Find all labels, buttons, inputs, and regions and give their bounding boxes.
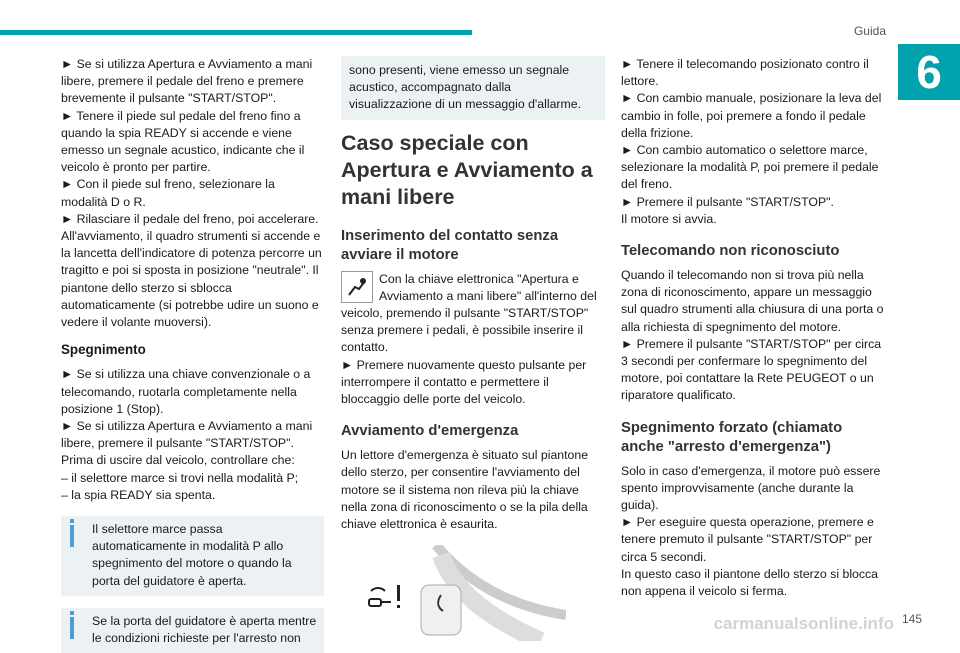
info-text: Se la porta del guidatore è aperta mentre le condizioni richieste per l'arresto non	[92, 613, 317, 646]
steering-column-illustration	[341, 545, 566, 641]
column-1	[61, 56, 324, 653]
info-box	[61, 608, 324, 653]
key-warning-icon	[369, 585, 400, 608]
paragraph: ► Premere il pulsante "START/STOP".	[621, 194, 834, 209]
paragraph: In questo caso il piantone dello sterzo si blocca non appena il veicolo si ferma.	[621, 566, 879, 599]
paragraph: Prima di uscire dal veicolo, controllare che:	[61, 453, 295, 468]
page-number: 145	[901, 612, 922, 626]
subsection-heading: Telecomando non riconosciuto	[621, 243, 840, 260]
info-box	[61, 516, 324, 596]
paragraph: ► Per eseguire questa operazione, premere e tenere premuto il pulsante "START/STOP" per circa 5 secondi.	[621, 515, 874, 564]
info-box-continued: sono presenti, viene emesso un segnale acustico, accompagnato dalla visualizzazione di un messaggio d'allarme.	[341, 56, 605, 120]
paragraph: ► Tenere il telecomando posizionato contro il lettore.	[621, 57, 869, 89]
paragraph: Quando il telecomando non si trova più nella zona di riconoscimento, appare un messaggio sul quadro strumenti alla chiusura di una porta o alla richiesta di spegnimento del motore.	[621, 268, 884, 334]
column-2	[341, 56, 605, 641]
heading-spegnimento: Spegnimento	[61, 342, 146, 358]
paragraph: ► Se si utilizza una chiave convenzionale o a telecomando, ruotarla completamente nella posizione 1 (Stop).	[61, 367, 311, 416]
info-text: Il selettore marce passa automaticamente in modalità P allo spegnimento del motore o quando la porta del guidatore è aperta.	[92, 522, 292, 588]
paragraph: ► Premere il pulsante "START/STOP" per circa 3 secondi per confermare lo spegnimento del motore, poi contattare la Rete PEUGEOT o un riparatore qualificato.	[621, 336, 882, 403]
top-accent-bar	[0, 30, 472, 35]
paragraph: ► Con il piede sul freno, selezionare la modalità D o R.	[61, 177, 275, 209]
paragraph: ► Se si utilizza Apertura e Avviamento a mani libere, premere il pulsante "START/STOP".	[61, 419, 313, 451]
paragraph: ► Se si utilizza Apertura e Avviamento a mani libere, premere il pedale del freno e premere brevemente il pulsante "START/STOP".	[61, 57, 313, 106]
paragraph: – la spia READY sia spenta.	[61, 487, 216, 502]
info-icon	[70, 617, 74, 639]
subsection-heading: Avviamento d'emergenza	[341, 423, 519, 440]
paragraph: – il selettore marce si trovi nella modalità P;	[61, 470, 299, 485]
subsection-heading: Spegnimento forzato (chiamato anche "arresto d'emergenza")	[621, 419, 843, 455]
subsection-heading: Inserimento del contatto senza avviare il motore	[341, 227, 559, 263]
paragraph: ► Premere nuovamente questo pulsante per interrompere il contatto e permettere il bloccaggio delle porte del veicolo.	[341, 357, 587, 407]
paragraph: Il motore si avvia.	[621, 211, 717, 226]
paragraph: ► Con cambio manuale, posizionare la leva del cambio in folle, poi premere a fondo il pedale della frizione.	[621, 91, 882, 140]
watermark: carmanualsonline.info	[713, 614, 894, 633]
paragraph: ► Tenere il piede sul pedale del freno fino a quando la spia READY si accende e viene emesso un segnale acustico, indicante che il veicolo è pronto per partire.	[61, 108, 305, 175]
section-heading: Caso speciale con Apertura e Avviamento a mani libere	[341, 130, 593, 209]
paragraph: ► Rilasciare il pedale del freno, poi accelerare.	[61, 211, 319, 226]
hand-press-button-icon	[341, 271, 373, 303]
paragraph: Solo in caso d'emergenza, il motore può essere spento improvvisamente (anche durante la guida).	[621, 463, 881, 513]
paragraph: Con la chiave elettronica "Apertura e Avviamento a mani libere" all'interno del veicolo, premendo il pulsante "START/STOP" senza premere i pedali, è possibile inserire il contatto.	[341, 271, 597, 355]
paragraph: All'avviamento, il quadro strumenti si accende e la lancetta dell'indicatore di potenza percorre un tragitto e poi si sposta in posizione "neutrale". Il piantone dello sterzo si sblocca automaticamente (si potrebbe udire un suono e vedere il volante muoversi).	[61, 229, 322, 330]
paragraph: Un lettore d'emergenza è situato sul piantone dello sterzo, per consentire l'avviamento del motore se il sistema non rileva più la chiave nella zona di riconoscimento o se la pila della chiave elettronica è esaurita.	[341, 448, 589, 532]
info-icon	[70, 525, 74, 547]
chapter-number: 6	[898, 44, 960, 100]
section-title: Guida	[853, 24, 886, 38]
paragraph: ► Con cambio automatico o selettore marce, selezionare la modalità P, poi premere il pedale del freno.	[621, 143, 879, 192]
column-3	[621, 56, 889, 600]
